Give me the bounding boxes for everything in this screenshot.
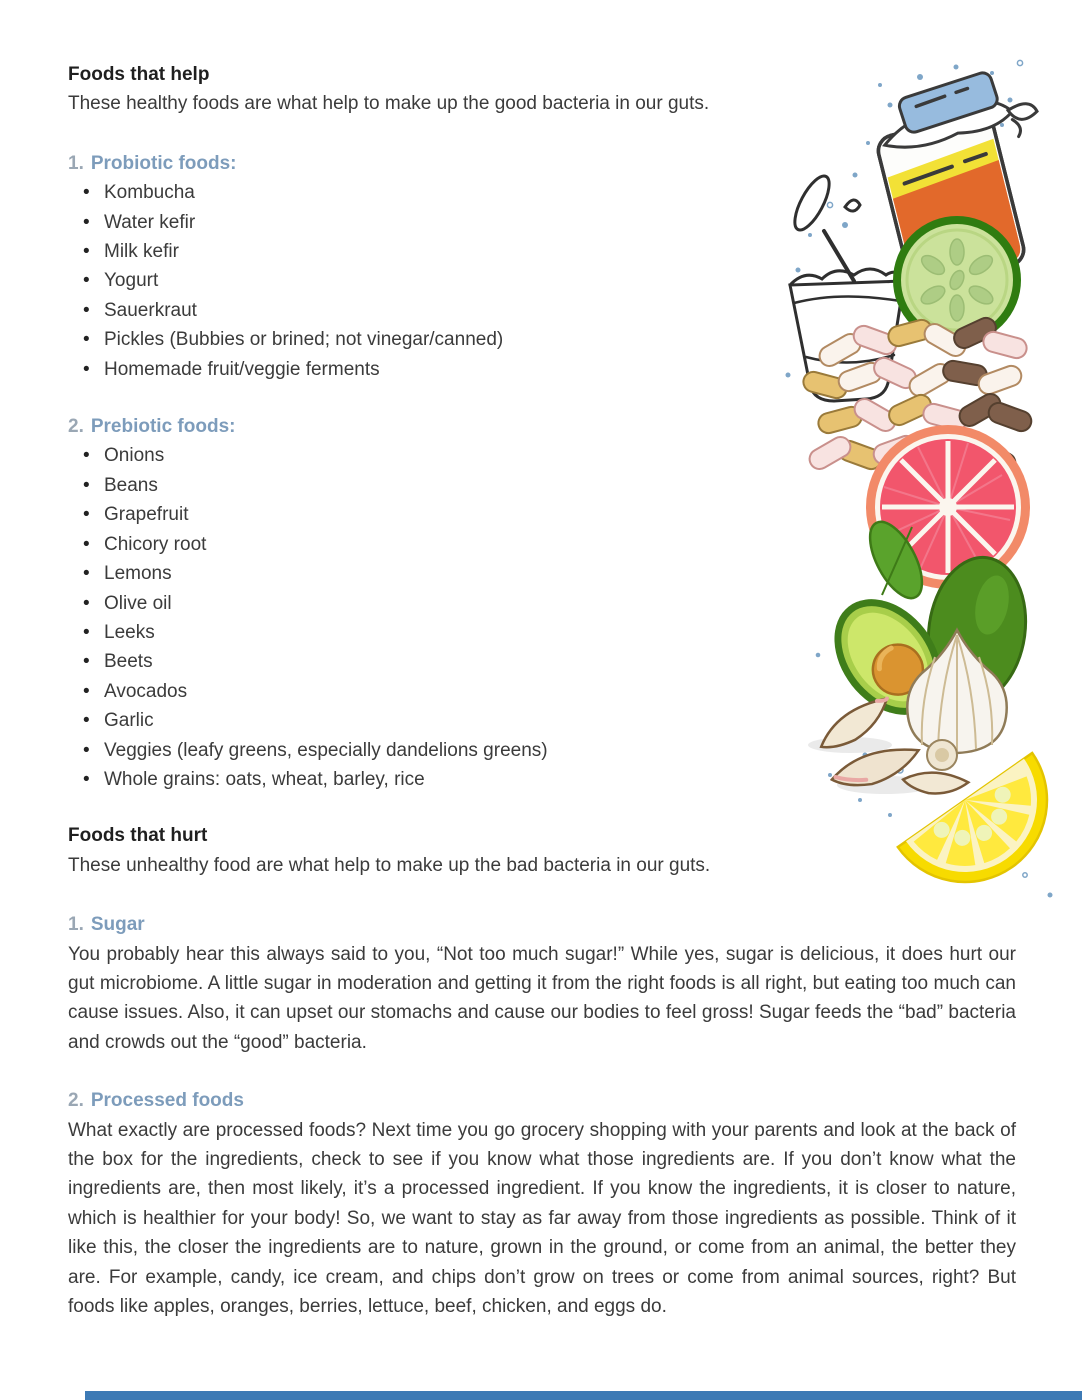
list-item: • Lemons <box>68 559 1016 588</box>
list-item: • Olive oil <box>68 589 1016 618</box>
section-title-foods-that-hurt: Foods that hurt <box>68 825 208 847</box>
list-item: • Milk kefir <box>68 237 1016 266</box>
document-body <box>68 60 1016 1351</box>
list-item: • Yogurt <box>68 266 1016 295</box>
list-item: • Leeks <box>68 618 1016 647</box>
processed-heading-label: Processed foods <box>90 1090 244 1112</box>
prebiotic-food-list <box>68 441 1016 794</box>
list-item: • Pickles (Bubbies or brined; not vinegar/canned) <box>68 325 1016 354</box>
list-item: • Beets <box>68 647 1016 676</box>
list-item: • Sauerkraut <box>68 296 1016 325</box>
list-item: • Homemade fruit/veggie ferments <box>68 355 1016 384</box>
list-item: • Beans <box>68 471 1016 500</box>
help-intro-text: These healthy foods are what help to make up the good bacteria in our guts. <box>68 93 710 115</box>
hurt-intro-text: These unhealthy food are what help to make up the bad bacteria in our guts. <box>68 854 711 876</box>
prebiotic-heading-label: Prebiotic foods: <box>90 416 236 438</box>
sugar-heading <box>68 910 1016 939</box>
prebiotic-heading <box>68 412 1016 441</box>
list-item: • Onions <box>68 441 1016 470</box>
footer-accent-bar <box>85 1391 1082 1400</box>
processed-foods-heading <box>68 1086 1016 1115</box>
section-title-foods-that-help: Foods that help <box>68 64 210 85</box>
probiotic-food-list <box>68 178 1016 384</box>
list-item: • Garlic <box>68 706 1016 735</box>
list-item: • Avocados <box>68 677 1016 706</box>
sugar-heading-number: 1. <box>68 914 84 936</box>
sugar-heading-label: Sugar <box>90 914 145 936</box>
list-item: • Veggies (leafy greens, especially dandelions greens) <box>68 736 1016 765</box>
processed-heading-number: 2. <box>68 1090 84 1112</box>
processed-foods-paragraph: What exactly are processed foods? Next time you go grocery shopping with your parents and look at the back of the box for the ingredients, check to see if you know what those ingredients are. If you don’t know what the ingredients are, then most likely, it’s a processed ingredient. If you know the ingredients, it is closer to nature, which is healthier for your body! So, we want to stay as far away from those ingredients as possible. Think of it like this, the closer the ingredients are to nature, grown in the ground, or come from an animal, the better they are. For example, candy, ice cream, and chips don’t grow on trees or come from animal sources, right? But foods like apples, oranges, berries, lettuce, beef, chicken, and eggs do. <box>68 1119 1016 1318</box>
list-item: • Water kefir <box>68 208 1016 237</box>
list-item: • Chicory root <box>68 530 1016 559</box>
probiotic-heading-number: 1. <box>68 152 84 174</box>
list-item: • Kombucha <box>68 178 1016 207</box>
prebiotic-heading-number: 2. <box>68 416 84 438</box>
probiotic-heading <box>68 149 1016 178</box>
probiotic-heading-label: Probiotic foods: <box>90 152 237 174</box>
list-item: • Whole grains: oats, wheat, barley, rice <box>68 765 1016 794</box>
sugar-paragraph: You probably hear this always said to you, “Not too much sugar!” While yes, sugar is delicious, it does hurt our gut microbiome. A little sugar in moderation and getting it from the right foods is all right, but eating too much can cause issues. Also, it can upset our stomachs and cause our bodies to feel gross! Sugar feeds the “bad” bacteria and crowds out the “good” bacteria. <box>68 943 1016 1053</box>
list-item: • Grapefruit <box>68 500 1016 529</box>
